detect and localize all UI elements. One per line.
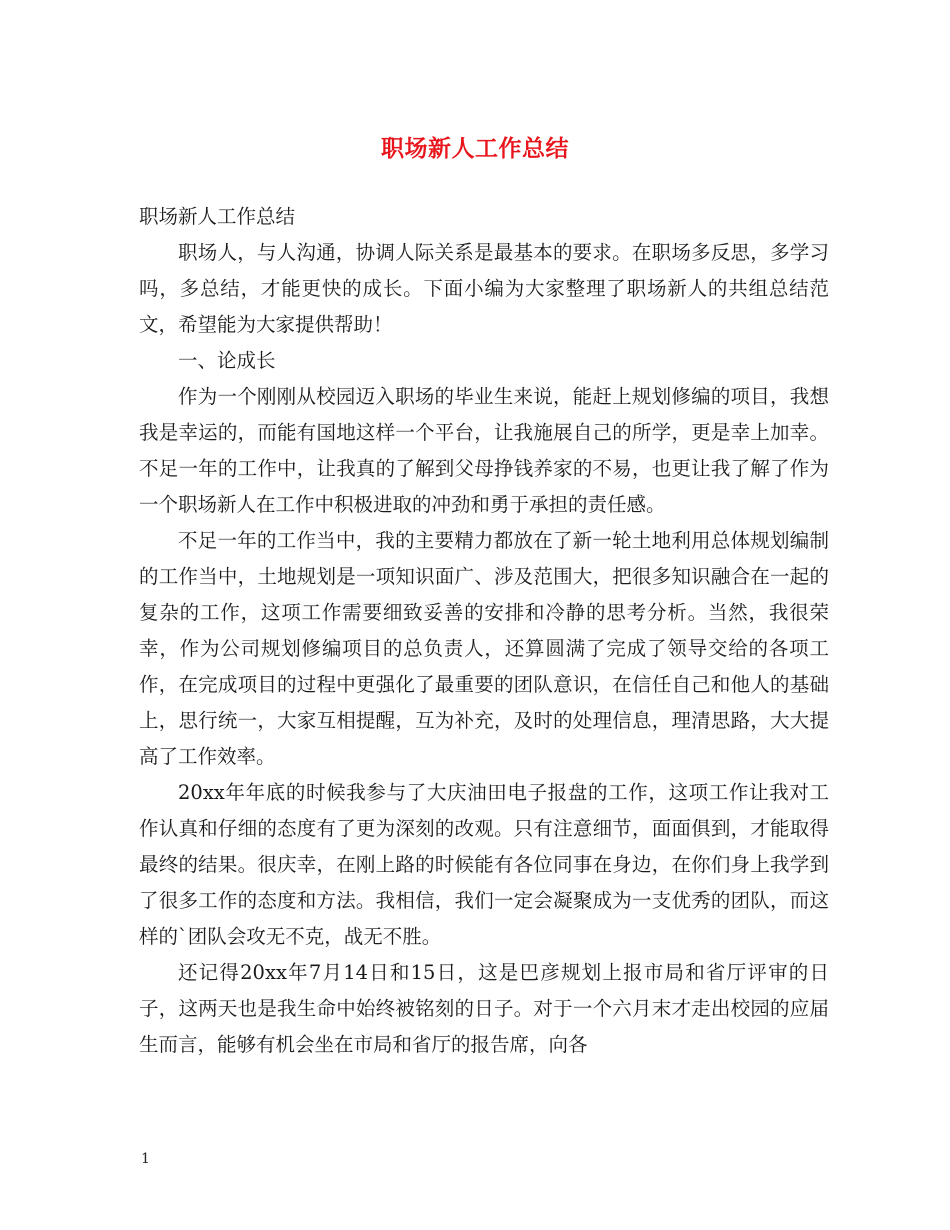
document-subtitle: 职场新人工作总结	[139, 205, 296, 228]
document-body	[139, 199, 829, 1063]
paragraph: 还记得20xx年7月14日和15日，这是巴彦规划上报市局和省厅评审的日子，这两天也是我生命中始终被铭刻的日子。对于一个六月末才走出校园的应届生而言，能够有机会坐在市局和省厅的报告席，向各	[139, 961, 829, 1056]
paragraph: 20xx年年底的时候我参与了大庆油田电子报盘的工作，这项工作让我对工作认真和仔细的态度有了更为深刻的改观。只有注意细节，面面俱到，才能取得最终的结果。很庆幸，在刚上路的时候能有各位同事在身边，在你们身上我学到了很多工作的态度和方法。我相信，我们一定会凝聚成为一支优秀的团队，而这样的`团队会攻无不克，战无不胜。	[139, 781, 829, 948]
paragraph: 作为一个刚刚从校园迈入职场的毕业生来说，能赶上规划修编的项目，我想我是幸运的，而能有国地这样一个平台，让我施展自己的所学，更是幸上加幸。不足一年的工作中，让我真的了解到父母挣钱养家的不易，也更让我了解了作为一个职场新人在工作中积极进取的冲劲和勇于承担的责任感。	[139, 385, 829, 516]
paragraph-intro: 职场人，与人沟通，协调人际关系是最基本的要求。在职场多反思，多学习吗，多总结，才能更快的成长。下面小编为大家整理了职场新人的共组总结范文，希望能为大家提供帮助！	[139, 241, 829, 336]
section-heading: 一、论成长	[178, 349, 276, 372]
paragraph: 不足一年的工作当中，我的主要精力都放在了新一轮土地利用总体规划编制的工作当中，土地规划是一项知识面广、涉及范围大，把很多知识融合在一起的复杂的工作，这项工作需要细致妥善的安排和冷静的思考分析。当然，我很荣幸，作为公司规划修编项目的总负责人，还算圆满了完成了领导交给的各项工作，在完成项目的过程中更强化了最重要的团队意识，在信任自己和他人的基础上，思行统一，大家互相提醒，互为补充，及时的处理信息，理清思路，大大提高了工作效率。	[139, 529, 829, 768]
page-number: 1	[141, 1151, 150, 1167]
document-title: 职场新人工作总结	[381, 135, 569, 162]
